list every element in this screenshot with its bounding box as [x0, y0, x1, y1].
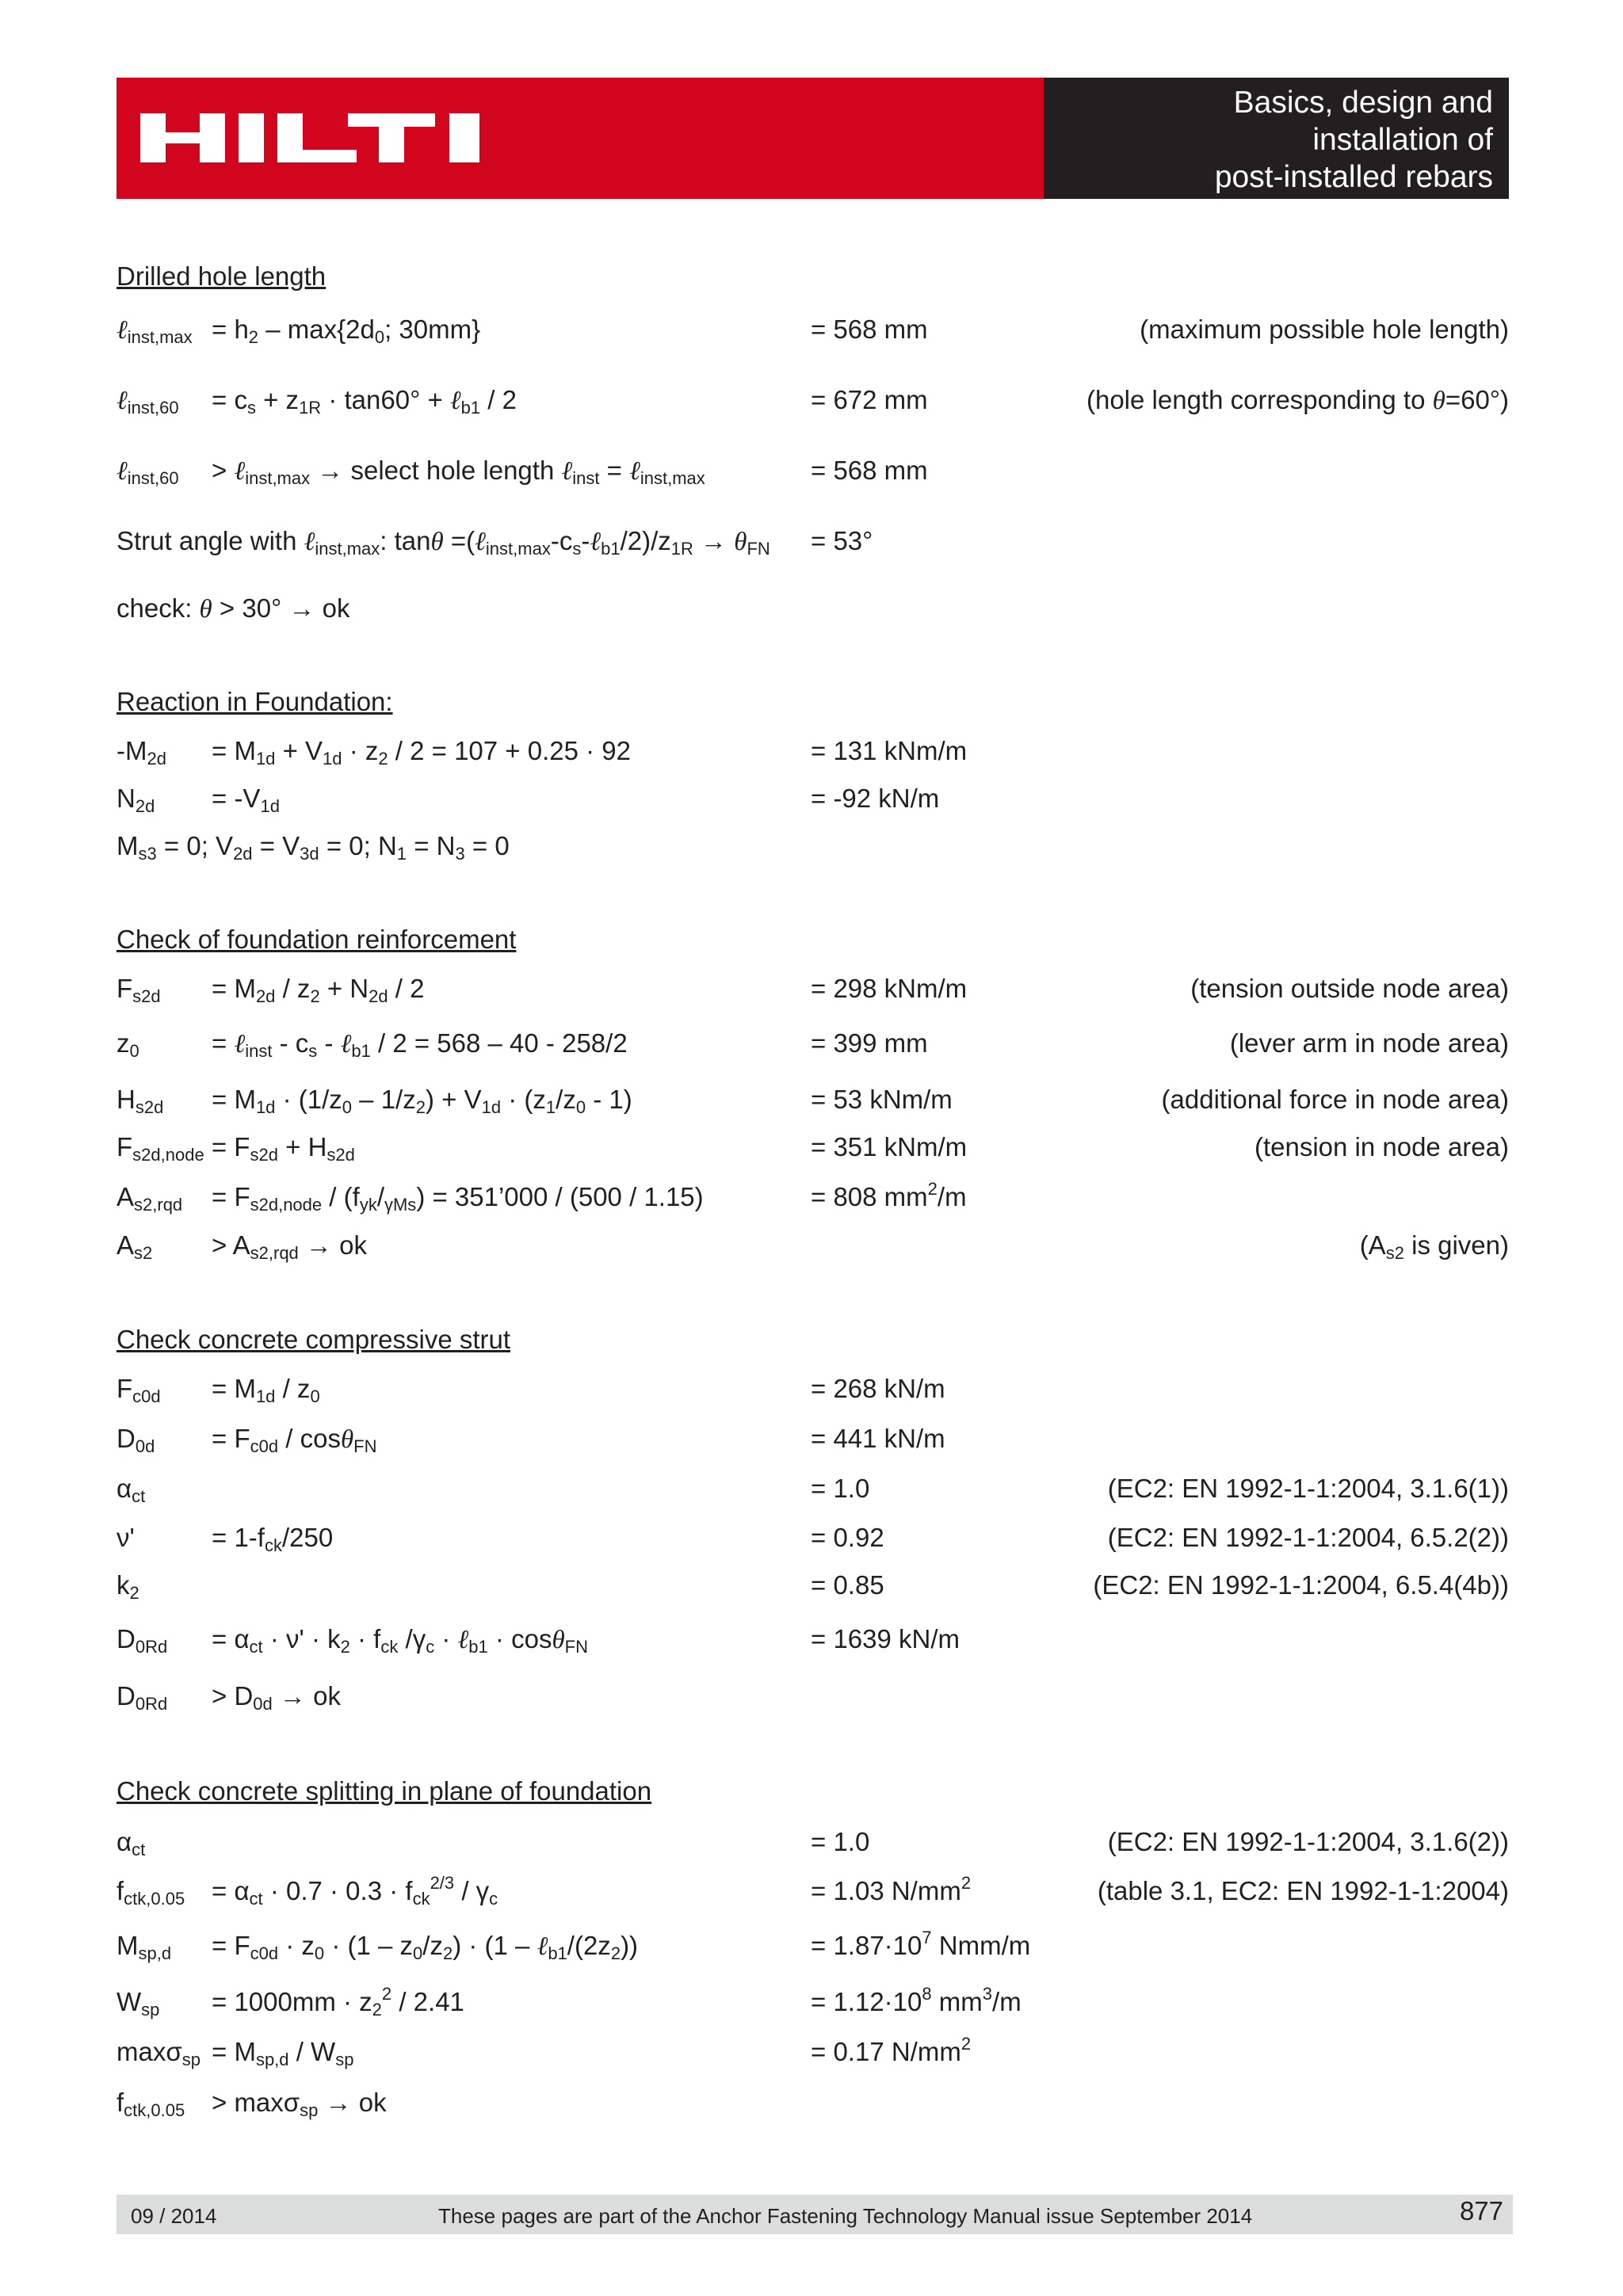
- formula-row: $D_{0Rd}$ = $\alpha_{ct} \cdot \nu' \cdot k_2 \cdot f_{ck}$ $/\gamma_c$ · ℓ$_{b1}$ · cosθ$_{FN}$ = 1639 kN/m: [116, 1624, 960, 1657]
- row-note: (hole length corresponding to θ=60°): [1086, 385, 1509, 415]
- row-note: (tension in node area): [1254, 1132, 1509, 1161]
- formula-row: ν' = $1-f_{ck}/250$ = 0.92 (EC2: EN 1992-1-1:2004, 6.5.2(2)): [116, 1523, 1509, 1555]
- formula-row: $N_{2d}$ = $-V_{1d}$ = -92 kN/m: [116, 784, 940, 816]
- result-value: = 298 kNm/m: [811, 974, 968, 1003]
- header-banner: [116, 78, 1509, 199]
- result-value: = 672 mm: [811, 385, 928, 414]
- section-title: Reaction in Foundation:: [116, 687, 393, 716]
- result-value: = 0.92: [811, 1523, 884, 1552]
- formula-row: Strut angle with ℓ$_{inst,max}$: $\tan\theta =(\ell_{inst,max}-c_s-\ell_{b1}/2)/z_{1R} \to \theta_{FN}$ = 53°: [116, 526, 873, 559]
- result-value: = 568 mm: [811, 456, 928, 485]
- result-value: = 568 mm: [811, 315, 928, 344]
- formula-row: ℓ$_{inst,60}$ = $c_s + z_{1R} \cdot \tan 60^\circ$ + ℓ$_{b1}$ / 2 = 672 mm (hole length corresponding to θ=60°): [116, 385, 1509, 418]
- footer-note: These pages are part of the Anchor Fastening Technology Manual issue September 2014: [438, 2204, 1253, 2228]
- row-note: (table 3.1, EC2: EN 1992-1-1:2004): [1097, 1876, 1509, 1905]
- row-note: (EC2: EN 1992-1-1:2004, 3.1.6(1)): [1107, 1474, 1509, 1503]
- result-value: = 0.17 $N/mm^2$: [811, 2034, 972, 2066]
- result-value: = 441 kN/m: [811, 1424, 945, 1453]
- formula-row: $A_{s2,rqd}$ = $F_{s2d,node} / (f_{yk}/_{\gamma Ms})$ = 351’000 / (500 / 1.15) = 808 $mm^2/m$: [116, 1179, 967, 1215]
- result-value: = $1.12\cdot 10^8$ $mm^3/m$: [811, 1984, 1022, 2016]
- formula-row: $f_{ctk,0.05}$ > maxσ$_{sp}$ → ok: [116, 2088, 387, 2120]
- formula-row: ℓ$_{inst,max}$ = $h_2 - \max\{2d_0$; 30mm} = 568 mm (maximum possible hole length): [116, 315, 1509, 347]
- row-note: (tension outside node area): [1190, 974, 1509, 1003]
- row-note: (additional force in node area): [1161, 1085, 1509, 1114]
- result-value: = 53 kNm/m: [811, 1085, 953, 1114]
- issue-date: 09 / 2014: [131, 2204, 217, 2228]
- result-value: = -92 kN/m: [811, 784, 940, 813]
- result-value: = 0.85: [811, 1570, 884, 1600]
- title-line: post-installed rebars: [1214, 160, 1493, 194]
- formula-row: $M_{sp,d}$ = $F_{c0d} \cdot z_0 \cdot (1 - z_0/z_2) \cdot (1$ – $\ell_{b1}/(2z_2)$) = $1.87\cdot 10^7$ Nmm/m: [116, 1928, 1031, 1963]
- result-value: = 268 kN/m: [811, 1374, 945, 1403]
- formula-row: $F_{c0d}$ = $M_{1d} / z_0$ = 268 kN/m: [116, 1374, 945, 1406]
- result-value: = $1.87\cdot 10^7$ Nmm/m: [811, 1928, 1031, 1960]
- brand-bar: [116, 78, 1044, 199]
- row-note: (maximum possible hole length): [1140, 315, 1509, 344]
- formula-row: $D_{0d}$ = $F_{c0d} / \cos\theta_{FN}$ = 441 kN/m: [116, 1424, 945, 1456]
- title-line: installation of: [1312, 123, 1493, 157]
- result-value: = 399 mm: [811, 1028, 928, 1058]
- row-note: (EC2: EN 1992-1-1:2004, 6.5.2(2)): [1107, 1523, 1509, 1552]
- section-title: Check concrete compressive strut: [116, 1325, 511, 1354]
- page-number: 877: [1459, 2196, 1503, 2225]
- row-note: (lever arm in node area): [1229, 1028, 1509, 1058]
- title-line: Basics, design and: [1233, 86, 1493, 120]
- formula-row: $-M_{2d}$ = $M_{1d} + V_{1d} \cdot z_2 / 2 = 107 + 0.25 \cdot 92$ = 131 kNm/m: [116, 736, 968, 769]
- section-title: Drilled hole length: [116, 261, 327, 291]
- formula-row: $k_2$ = 0.85 (EC2: EN 1992-1-1:2004, 6.5.4(4b)): [116, 1570, 1509, 1603]
- formula-row: $A_{s2}$ > $A_{s2,rqd}$ → ok ($A_{s2}$ is given): [116, 1230, 1509, 1263]
- document-title: [1215, 84, 1493, 196]
- formula-row: $W_{sp}$ = $1000mm \cdot z_2^2 / 2.41$ = $1.12\cdot 10^8$ $mm^3/m$: [116, 1984, 1022, 2019]
- formula-row: check: θ > 30° → ok: [116, 593, 350, 624]
- formula-row: $F_{s2d,node} = F_{s2d} + H_{s2d}$ = 351 kNm/m (tension in node area): [116, 1132, 1509, 1165]
- result-value: = 351 kNm/m: [811, 1132, 968, 1161]
- row-note: (EC2: EN 1992-1-1:2004, 3.1.6(2)): [1107, 1827, 1509, 1856]
- result-value: = 1.0: [811, 1474, 870, 1503]
- hilti-logo: [140, 113, 497, 162]
- formula-row: $M_{s3} = 0$; $V_{2d} = V_{3d} = 0$; $N_1 = N_3 = 0$: [116, 831, 510, 864]
- formula-row: ℓ$_{inst,60}$ > ℓ$_{inst,max}$ → select hole length ℓ$_{inst}$ = ℓ$_{inst,max}$ = 568 mm: [116, 456, 928, 488]
- formula-row: $H_{s2d}$ = $M_{1d} \cdot (1/z_0 - 1/z_2) + V_{1d} \cdot (z_1/z_0 - 1)$ = 53 kNm/m (additional force in node area): [116, 1085, 1509, 1117]
- row-note: (EC2: EN 1992-1-1:2004, 6.5.4(4b)): [1093, 1570, 1509, 1600]
- result-value: = 808 $mm^2/m$: [811, 1179, 967, 1211]
- formula-row: $z_0$ = ℓ$_{inst}$ - $c_s$ - ℓ$_{b1}$ / 2 = 568 – 40 - 258/2 = 399 mm (lever arm in node area): [116, 1028, 1509, 1061]
- result-value: = 1639 kN/m: [811, 1624, 960, 1653]
- result-value: = 131 kNm/m: [811, 736, 968, 765]
- page-footer: [116, 2195, 1513, 2234]
- row-note: ($A_{s2}$ is given): [1359, 1230, 1509, 1263]
- formula-row: $f_{ctk,0.05}$ = $\alpha_{ct} \cdot 0.7 \cdot 0.3 \cdot f_{ck}^{2/3} / \gamma_c$ = 1.03 $N/mm^2$ (table 3.1, EC2: EN 1992-1-1:2004): [116, 1873, 1509, 1909]
- formula-row: $D_{0Rd}$ > $D_{0d}$ → ok: [116, 1681, 341, 1714]
- result-value: = 1.0: [811, 1827, 870, 1856]
- formula-row: $F_{s2d}$ = $M_{2d} / z_2 + N_{2d} / 2$ = 298 kNm/m (tension outside node area): [116, 974, 1509, 1006]
- header-title-box: [1044, 78, 1509, 199]
- formula-row: maxσ$_{sp}$ = $M_{sp,d} / W_{sp}$ = 0.17 $N/mm^2$: [116, 2034, 972, 2069]
- formula-row: $\alpha_{ct}$ = 1.0 (EC2: EN 1992-1-1:2004, 3.1.6(1)): [116, 1474, 1509, 1506]
- result-value: = 1.03 $N/mm^2$: [811, 1873, 972, 1905]
- result-value: = 53°: [811, 526, 873, 555]
- section-title: Check concrete splitting in plane of foundation: [116, 1776, 652, 1806]
- formula-row: $\alpha_{ct}$ = 1.0 (EC2: EN 1992-1-1:2004, 3.1.6(2)): [116, 1827, 1509, 1859]
- section-title: Check of foundation reinforcement: [116, 925, 517, 954]
